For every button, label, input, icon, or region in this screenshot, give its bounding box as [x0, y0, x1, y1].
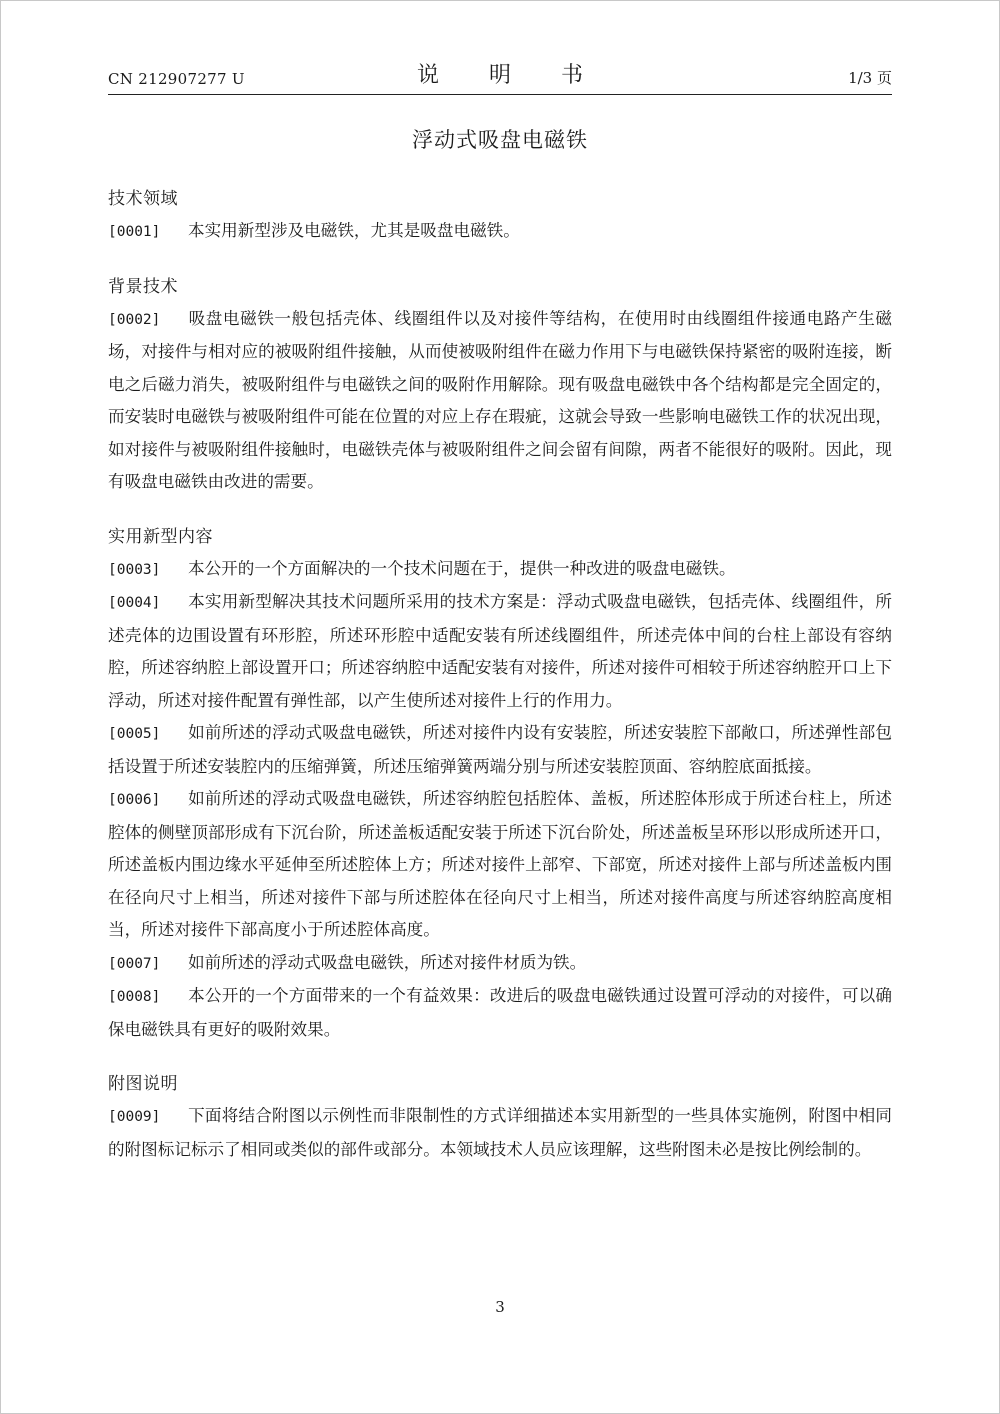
- paragraph-number: [0008]: [108, 989, 161, 1005]
- paragraph: [108, 980, 892, 1046]
- page-info: 1/3 页: [848, 69, 892, 87]
- section-drawings-description: [108, 1068, 892, 1166]
- paragraph-number: [0004]: [108, 595, 161, 611]
- paragraph: [108, 947, 892, 981]
- page-header: [108, 58, 892, 92]
- paragraph: [108, 783, 892, 947]
- paragraph-text: 本公开的一个方面带来的一个有益效果：改进后的吸盘电磁铁通过设置可浮动的对接件，可以确保电磁铁具有更好的吸附效果。: [108, 986, 892, 1039]
- paragraph-text: 如前所述的浮动式吸盘电磁铁，所述对接件材质为铁。: [188, 952, 587, 972]
- paragraph-number: [0003]: [108, 561, 161, 578]
- paragraph-number: [0005]: [108, 726, 161, 742]
- paragraph-text: 本实用新型解决其技术问题所采用的技术方案是：浮动式吸盘电磁铁，包括壳体、线圈组件，所述壳体的边围设置有环形腔，所述环形腔中适配安装有所述线圈组件，所述壳体中间的台柱上部设有容纳腔，所述容纳腔上部设置开口；所述容纳腔中适配安装有对接件，所述对接件可相较于所述容纳腔开口上下浮动，所述对接件配置有弹性部，以产生使所述对接件上行的作用力。: [108, 592, 892, 710]
- document-body: [108, 183, 892, 1166]
- paragraph-number: [0006]: [108, 792, 161, 808]
- header-rule: [108, 94, 892, 95]
- section-heading: 附图说明: [108, 1074, 178, 1094]
- section-technical-field: [108, 183, 892, 249]
- document-type: 说 明 书: [416, 63, 597, 88]
- section-heading: 技术领域: [108, 189, 178, 209]
- paragraph: [108, 1100, 892, 1166]
- paragraph-text: 本公开的一个方面解决的一个技术问题在于，提供一种改进的吸盘电磁铁。: [188, 558, 736, 578]
- paragraph-number: [0009]: [108, 1109, 161, 1125]
- paragraph-number: [0001]: [108, 224, 161, 240]
- section-utility-model-content: [108, 521, 892, 1047]
- paragraph: [108, 717, 892, 783]
- section-heading: 背景技术: [108, 276, 178, 297]
- section-background: [108, 271, 892, 499]
- paragraph-number: [0007]: [108, 955, 161, 972]
- paragraph-text: 如前所述的浮动式吸盘电磁铁，所述容纳腔包括腔体、盖板，所述腔体形成于所述台柱上，所述腔体的侧壁顶部形成有下沉台阶，所述盖板适配安装于所述下沉台阶处，所述盖板呈环形以形成所述开口，所述盖板内围边缘水平延伸至所述腔体上方；所述对接件上部窄、下部宽，所述对接件上部与所述盖板内围在径向尺寸上相当，所述对接件下部与所述腔体在径向尺寸上相当，所述对接件高度与所述容纳腔高度相当，所述对接件下部高度小于所述腔体高度。: [108, 789, 892, 939]
- paragraph-text: 下面将结合附图以示例性而非限制性的方式详细描述本实用新型的一些具体实施例，附图中相同的附图标记标示了相同或类似的部件或部分。本领域技术人员应该理解，这些附图未必是按比例绘制的。: [108, 1106, 892, 1159]
- page-number: 3: [495, 1298, 505, 1316]
- paragraph: [108, 215, 892, 249]
- paragraph: [108, 553, 892, 587]
- paragraph: [108, 303, 892, 499]
- paragraph-text: 如前所述的浮动式吸盘电磁铁，所述对接件内设有安装腔，所述安装腔下部敞口，所述弹性部包括设置于所述安装腔内的压缩弹簧，所述压缩弹簧两端分别与所述安装腔顶面、容纳腔底面抵接。: [108, 723, 892, 776]
- publication-number: CN 212907277 U: [108, 70, 245, 88]
- paragraph-number: [0002]: [108, 311, 161, 328]
- paragraph-text: 吸盘电磁铁一般包括壳体、线圈组件以及对接件等结构，在使用时由线圈组件接通电路产生磁场，对接件与相对应的被吸附组件接触，从而使被吸附组件在磁力作用下与电磁铁保持紧密的吸附连接，断电之后磁力消失，被吸附组件与电磁铁之间的吸附作用解除。现有吸盘电磁铁中各个结构都是完全固定的，而安装时电磁铁与被吸附组件可能在位置的对应上存在瑕疵，这就会导致一些影响电磁铁工作的状况出现，如对接件与被吸附组件接触时，电磁铁壳体与被吸附组件之间会留有间隙，两者不能很好的吸附。因此，现有吸盘电磁铁由改进的需要。: [108, 308, 892, 491]
- paragraph-text: 本实用新型涉及电磁铁，尤其是吸盘电磁铁。: [188, 221, 520, 240]
- paragraph: [108, 586, 892, 717]
- section-heading: 实用新型内容: [108, 526, 213, 547]
- document-title: 浮动式吸盘电磁铁: [412, 128, 588, 152]
